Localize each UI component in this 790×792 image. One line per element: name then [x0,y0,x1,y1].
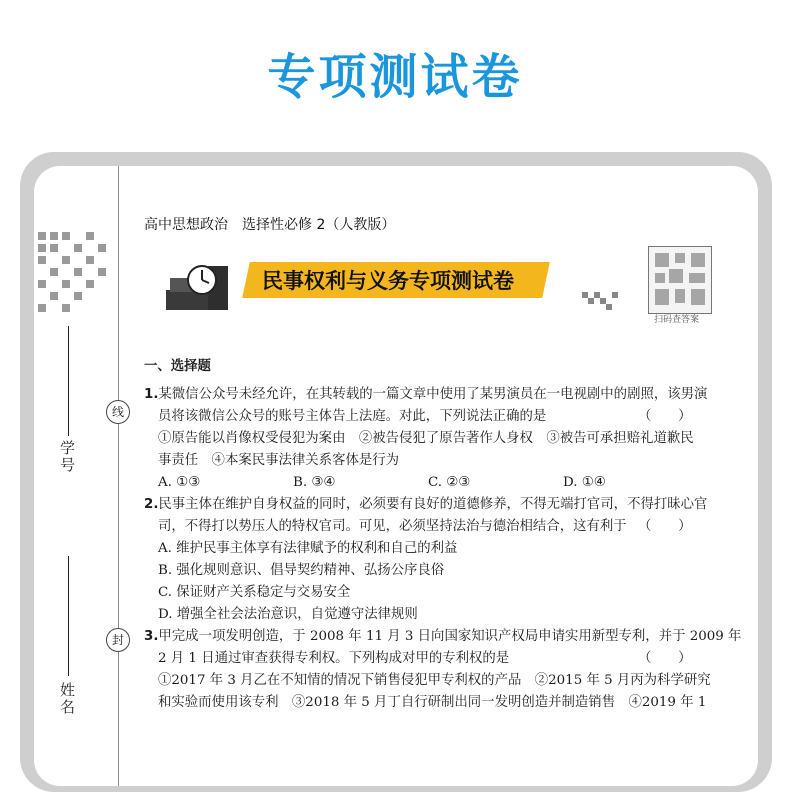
section-title: 一、选择题 [144,359,211,374]
question-text: 司，不得打以势压人的特权官司。可见，必须坚持法治与德治相结合，这有利于 [158,519,627,534]
option-d: D. 增强全社会法治意识，自觉遵守法律规则 [158,607,418,622]
seal-circle-seal: 封 [106,628,130,652]
student-id-label: 学号 [58,440,76,474]
question-list [144,356,742,714]
books-clock-icon [162,256,242,314]
answer-blank: （ ） [638,651,692,666]
option-a: A. ①③ [158,475,201,490]
answer-blank: （ ） [638,519,692,534]
exam-title: 民事权利与义务专项测试卷 [262,269,514,293]
question-text: 事责任 ④本案民事法律关系客体是行为 [158,453,400,468]
qr-caption: 扫码查答案 [654,315,700,325]
option-c: C. ②③ [428,475,471,490]
question-1 [144,384,724,494]
question-text: 某微信公众号未经允许，在其转载的一篇文章中使用了某男演员在一电视剧中的剧照，该男演 [158,387,708,402]
question-2 [144,494,724,626]
question-text: 和实验而使用该专利 ③2018 年 5 月丁自行研制出同一发明创造并制造销售 ④2019 年 1 [158,695,707,710]
question-text: 民事主体在维护自身权益的同时，必须要有良好的道德修养，不得无端打官司，不得打昧心官 [158,497,708,512]
subject-header: 高中思想政治 选择性必修 2（人教版） [144,217,396,233]
option-row [144,472,724,494]
id-underline [68,326,69,436]
question-text: 2 月 1 日通过审查获得专利权。下列构成对甲的专利权的是 [158,651,510,666]
exam-sheet [34,166,758,786]
option-d: D. ①④ [563,475,606,490]
question-3 [144,626,742,714]
option-b: B. 强化规则意识、倡导契约精神、弘扬公序良俗 [158,563,445,578]
seal-circle-line: 线 [106,400,130,424]
pixel-pattern-decoration [34,228,114,328]
answer-blank: （ ） [638,409,692,424]
question-text: 员将该微信公众号的账号主体告上法庭。对此，下列说法正确的是 [158,409,547,424]
banner-title: 专项测试卷 [267,49,523,105]
title-banner [162,256,632,314]
checker-decoration [582,292,622,312]
binding-line [118,166,119,786]
name-underline [68,556,69,676]
question-text: ①2017 年 3 月乙在不知情的情况下销售侵犯甲专利权的产品 ②2015 年 5 月丙为科学研究 [158,673,711,688]
question-text: 甲完成一项发明创造，于 2008 年 11 月 3 日向国家知识产权局申请实用新型专利，并于 2009 年 [158,629,742,644]
option-a: A. 维护民事主体享有法律赋予的权利和自己的利益 [158,541,458,556]
question-number: 2. [144,497,159,512]
question-number: 3. [144,629,159,644]
question-number: 1. [144,387,159,402]
question-text: ①原告能以肖像权受侵犯为案由 ②被告侵犯了原告著作人身权 ③被告可承担赔礼道歉民 [158,431,694,446]
option-c: C. 保证财产关系稳定与交易安全 [158,585,351,600]
option-b: B. ③④ [293,475,336,490]
student-name-label: 姓名 [58,682,76,716]
qr-code-icon [648,246,712,314]
